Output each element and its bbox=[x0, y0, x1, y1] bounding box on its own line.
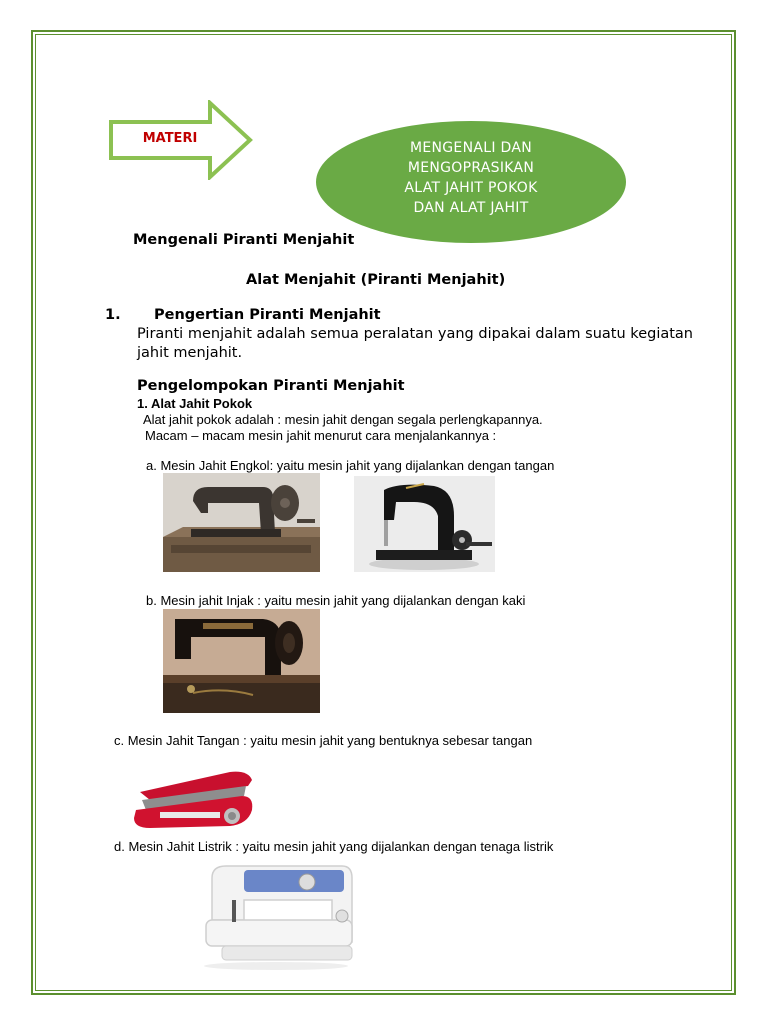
machine-a-text: a. Mesin Jahit Engkol: yaitu mesin jahit yang dijalankan dengan tangan bbox=[146, 458, 555, 473]
electric-machine-photo bbox=[192, 860, 360, 972]
item-number: 1. bbox=[105, 307, 121, 323]
definition-text: Piranti menjahit adalah semua peralatan yang dipakai dalam suatu kegiatan jahit menjahit. bbox=[137, 326, 693, 361]
topic-line: MENGOPRASIKAN bbox=[407, 160, 535, 176]
grouping-subtitle: 1. Alat Jahit Pokok bbox=[137, 396, 253, 411]
crank-machine-photo-1 bbox=[163, 473, 320, 572]
machine-d-text: d. Mesin Jahit Listrik : yaitu mesin jahit yang dijalankan dengan tenaga listrik bbox=[114, 839, 554, 854]
treadle-machine-photo bbox=[163, 609, 320, 713]
topic-text bbox=[316, 138, 626, 218]
center-title: Alat Menjahit (Piranti Menjahit) bbox=[246, 272, 506, 288]
section-title: Mengenali Piranti Menjahit bbox=[133, 232, 355, 248]
handheld-machine-photo bbox=[130, 766, 256, 832]
machine-b-text: b. Mesin jahit Injak : yaitu mesin jahit yang dijalankan dengan kaki bbox=[146, 593, 526, 608]
machine-c-text: c. Mesin Jahit Tangan : yaitu mesin jahit yang bentuknya sebesar tangan bbox=[114, 733, 533, 748]
topic-line: DAN ALAT JAHIT bbox=[413, 200, 529, 216]
item-title: Pengertian Piranti Menjahit bbox=[154, 307, 381, 323]
grouping-line-2: Macam – macam mesin jahit menurut cara menjalankannya : bbox=[145, 428, 497, 443]
crank-machine-photo-2 bbox=[354, 476, 495, 572]
topic-line: ALAT JAHIT POKOK bbox=[404, 180, 538, 196]
materi-label: MATERI bbox=[142, 131, 198, 146]
grouping-title: Pengelompokan Piranti Menjahit bbox=[137, 378, 405, 394]
grouping-line-1: Alat jahit pokok adalah : mesin jahit dengan segala perlengkapannya. bbox=[143, 412, 543, 427]
topic-line: MENGENALI DAN bbox=[409, 140, 532, 156]
